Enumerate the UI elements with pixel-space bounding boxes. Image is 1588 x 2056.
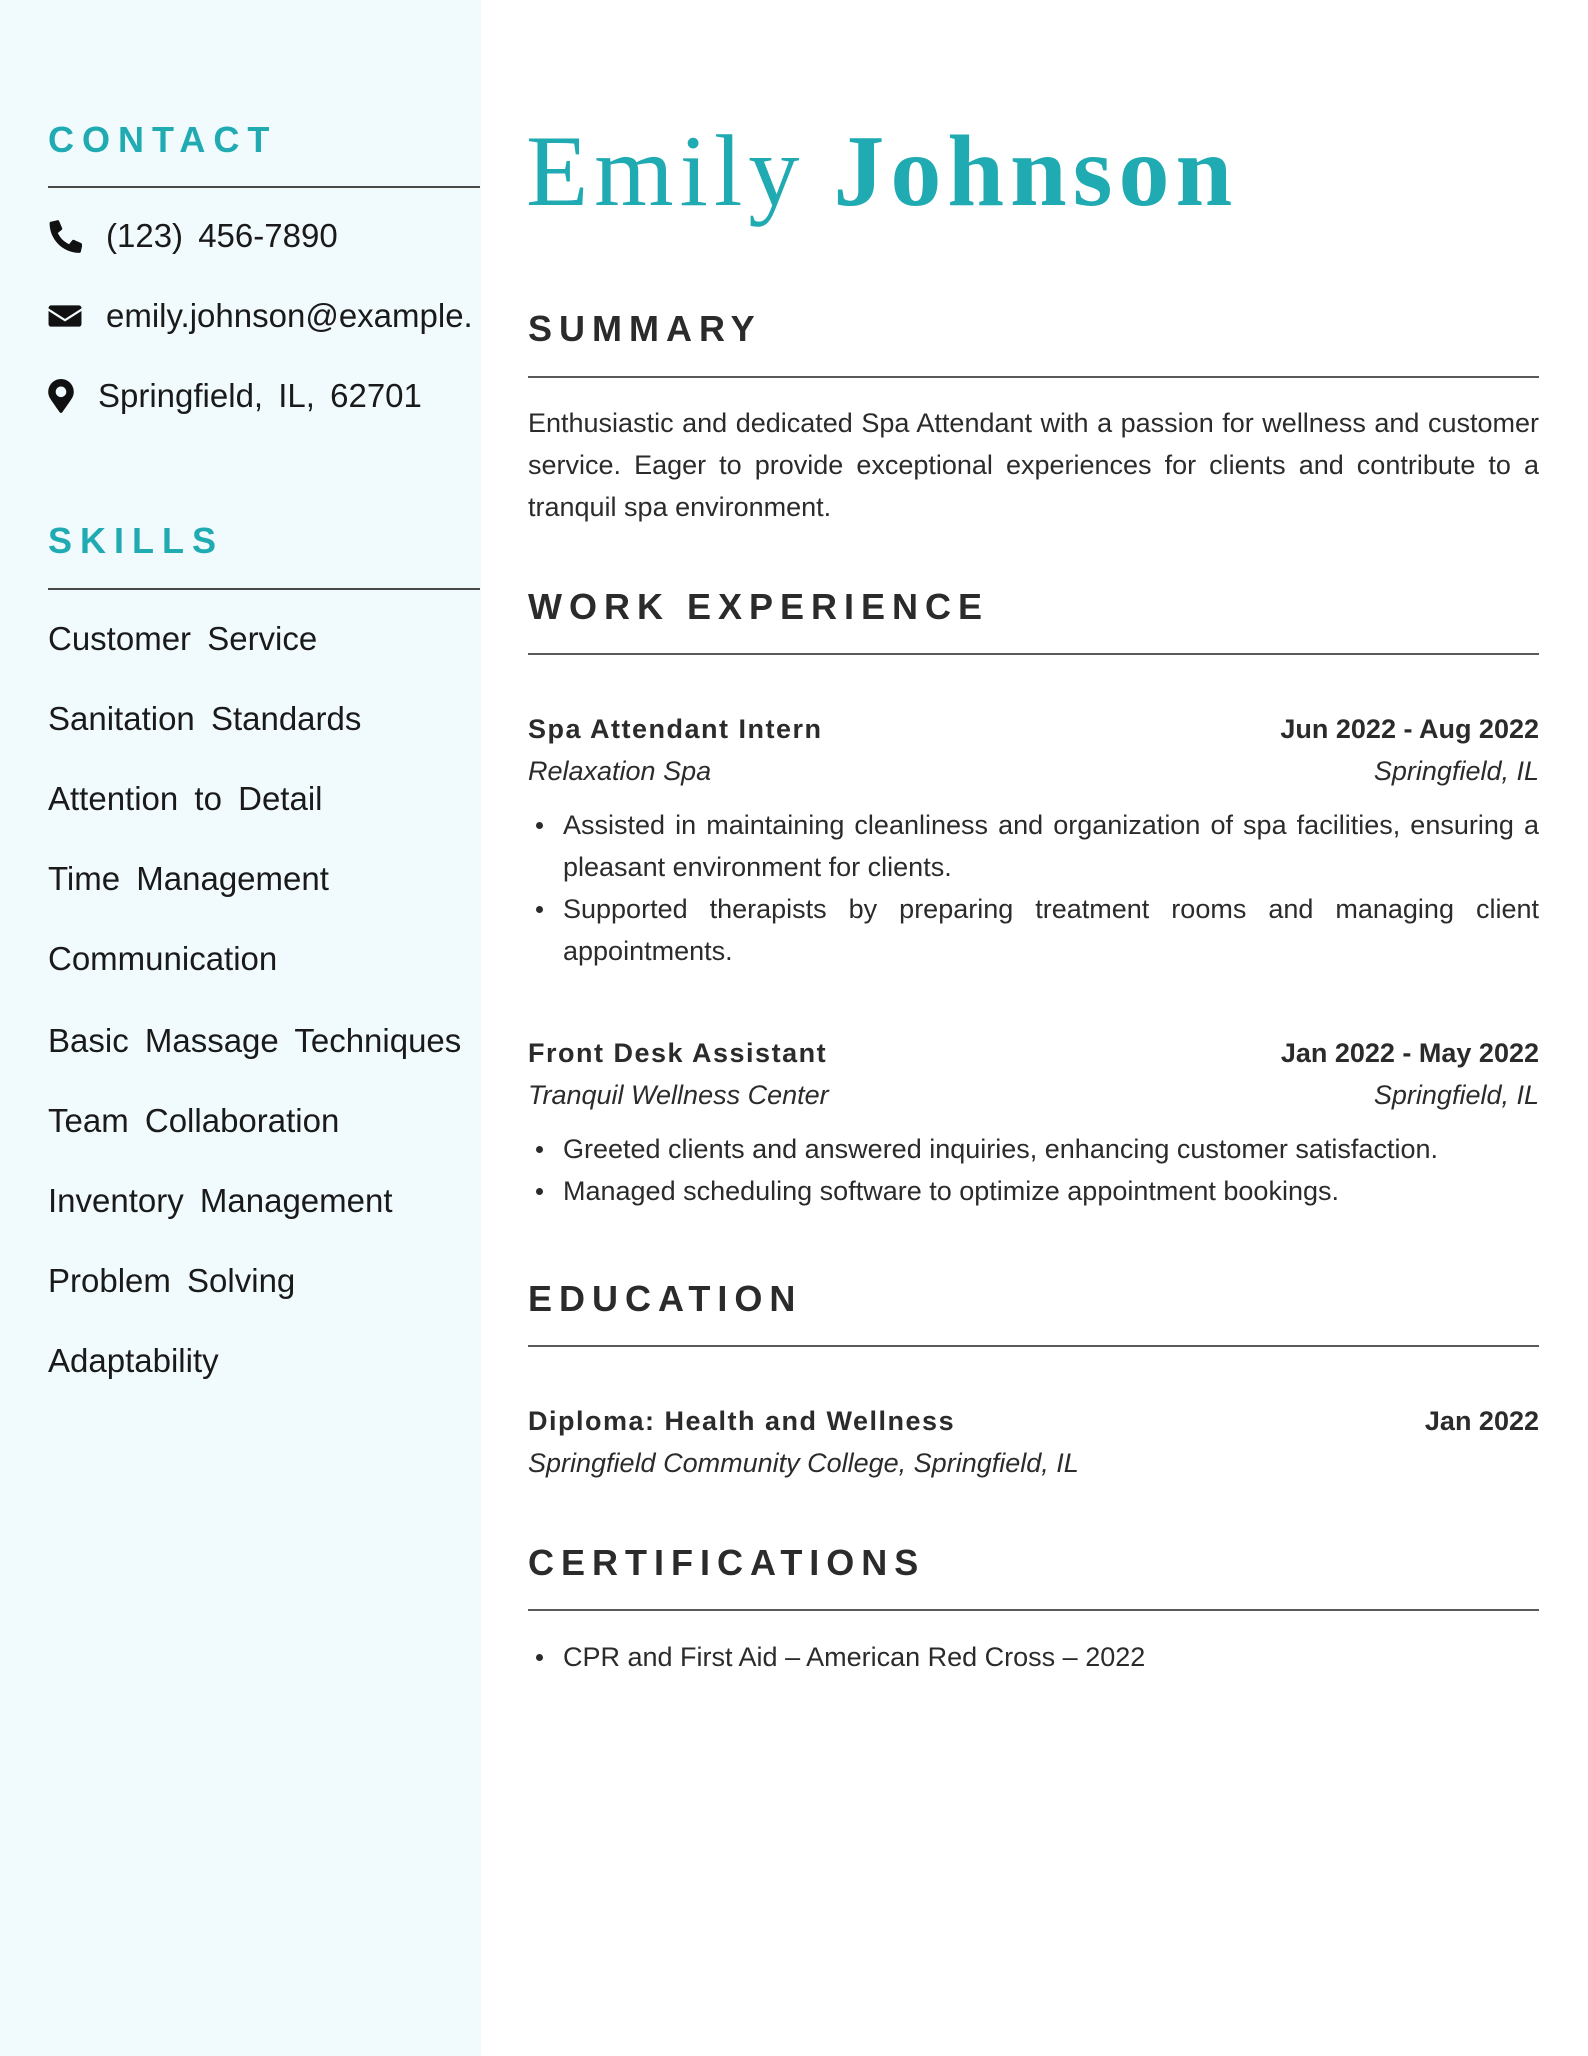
education-heading: EDUCATION: [528, 1278, 803, 1319]
skill-item: Time Management: [48, 860, 329, 897]
contact-phone[interactable]: [48, 216, 338, 256]
skill-item: Customer Service: [48, 620, 318, 657]
education-date: Jan 2022: [1424, 1406, 1539, 1436]
job-company: Tranquil Wellness Center: [528, 1080, 829, 1110]
job-title: Spa Attendant Intern: [528, 714, 823, 744]
summary-divider: [528, 376, 1539, 378]
job-header: [528, 708, 1539, 750]
work-heading: WORK EXPERIENCE: [528, 586, 990, 627]
job-bullet: Supported therapists by preparing treatment rooms and managing client appointments.: [528, 888, 1539, 972]
job-company: Relaxation Spa: [528, 756, 712, 786]
skills-heading: SKILLS: [48, 520, 225, 561]
email-address: emily.johnson@example.: [106, 297, 473, 334]
certification-item: CPR and First Aid – American Red Cross – 2022: [528, 1636, 1539, 1678]
job-bullet: Assisted in maintaining cleanliness and organization of spa facilities, ensuring a pleasant environment for clients.: [528, 804, 1539, 888]
skill-item: Adaptability: [48, 1342, 219, 1379]
work-divider: [528, 653, 1539, 655]
education-header: [528, 1400, 1539, 1442]
skill-item: Sanitation Standards: [48, 700, 362, 737]
skill-item: Basic Massage Techniques: [48, 1022, 462, 1059]
contact-location: [48, 376, 422, 416]
job-subheader: [528, 1074, 1539, 1116]
certifications-heading: CERTIFICATIONS: [528, 1542, 926, 1583]
contact-email[interactable]: [48, 296, 473, 336]
phone-number: (123) 456-7890: [106, 217, 338, 254]
summary-text: Enthusiastic and dedicated Spa Attendant with a passion for wellness and customer service. Eager to provide exceptional experiences for clients and contribute to a tranquil spa environment.: [528, 408, 1539, 522]
job-dates: Jun 2022 - Aug 2022: [1280, 714, 1539, 744]
location-text: Springfield, IL, 62701: [98, 377, 422, 414]
degree: Diploma: Health and Wellness: [528, 1406, 956, 1436]
envelope-icon: [48, 299, 82, 333]
skill-item: Problem Solving: [48, 1262, 296, 1299]
first-name: Emily: [526, 115, 806, 228]
skills-divider: [48, 588, 480, 590]
job-header: [528, 1032, 1539, 1074]
phone-icon: [48, 219, 82, 253]
skill-item: Attention to Detail: [48, 780, 323, 817]
contact-divider: [48, 186, 480, 188]
job-subheader: [528, 750, 1539, 792]
skill-item: Inventory Management: [48, 1182, 393, 1219]
sidebar: [0, 0, 481, 2056]
education-school-row: [528, 1442, 1539, 1484]
last-name: Johnson: [833, 115, 1239, 228]
job-bullet: Managed scheduling software to optimize appointment bookings.: [528, 1170, 1539, 1212]
contact-heading: CONTACT: [48, 119, 278, 160]
job-title: Front Desk Assistant: [528, 1038, 828, 1068]
job-bullet: Greeted clients and answered inquiries, enhancing customer satisfaction.: [528, 1128, 1539, 1170]
job-bullets: [528, 1128, 1539, 1212]
school: Springfield Community College, Springfield, IL: [528, 1448, 1079, 1478]
certification-list: [528, 1636, 1539, 1678]
job-bullets: [528, 804, 1539, 972]
skill-item: Communication: [48, 940, 278, 977]
skill-item: Team Collaboration: [48, 1102, 340, 1139]
education-divider: [528, 1345, 1539, 1347]
job-location: Springfield, IL: [1373, 756, 1539, 786]
certifications-divider: [528, 1609, 1539, 1611]
summary-heading: SUMMARY: [528, 308, 762, 349]
map-pin-icon: [48, 379, 74, 413]
job-dates: Jan 2022 - May 2022: [1280, 1038, 1539, 1068]
job-location: Springfield, IL: [1373, 1080, 1539, 1110]
candidate-name: [526, 112, 1238, 232]
